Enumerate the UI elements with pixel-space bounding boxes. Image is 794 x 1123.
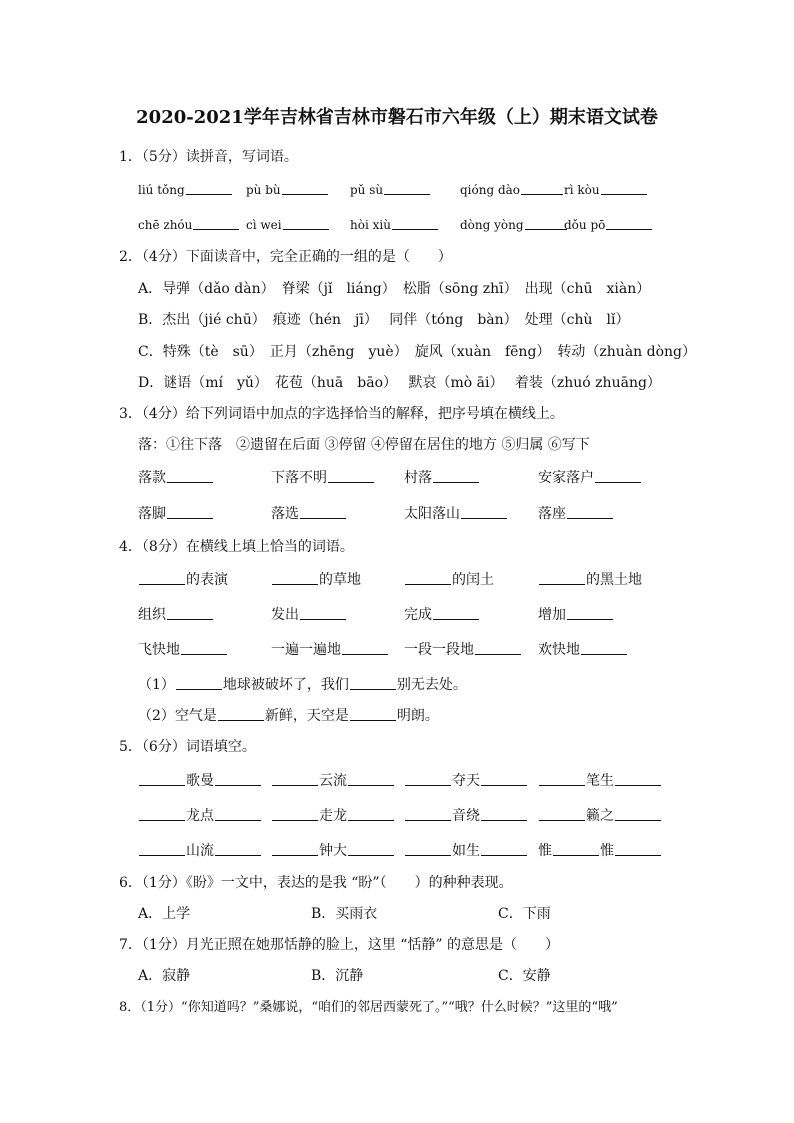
answer-blank[interactable] [481, 771, 527, 786]
answer-blank[interactable] [615, 806, 661, 821]
word: 云流 [319, 773, 347, 789]
q6-option-b[interactable]: B．买雨衣 [311, 906, 378, 922]
q7-option-c[interactable]: C．安静 [498, 968, 551, 984]
q4-stem: 4．（8分）在横线上填上恰当的词语。 [119, 539, 354, 555]
word: 落座 [538, 506, 566, 522]
sentence-part: 新鲜，天空是 [264, 708, 349, 724]
q5-stem: 5．（6分）词语填空。 [119, 739, 256, 755]
answer-blank[interactable] [567, 605, 613, 620]
q6-option-a[interactable]: A．上学 [138, 906, 191, 922]
pinyin: chē zhóu [138, 218, 193, 232]
answer-blank[interactable] [300, 504, 346, 519]
answer-blank[interactable] [167, 605, 213, 620]
q2-stem: 2．（4分）下面读音中，完全正确的一组的是（ ） [119, 249, 452, 265]
answer-blank[interactable] [405, 771, 451, 786]
word: 的草地 [319, 572, 361, 588]
answer-blank[interactable] [193, 215, 239, 230]
pinyin: pù bù [246, 183, 281, 197]
answer-blank[interactable] [433, 605, 479, 620]
q6-stem: 6．（1分）《盼》一文中，表达的是我 “盼”（ ）的种种表现。 [119, 875, 513, 891]
q6-option-c[interactable]: C．下雨 [498, 906, 551, 922]
word: 飞快地 [138, 642, 180, 658]
answer-blank[interactable] [475, 640, 521, 655]
answer-blank[interactable] [272, 570, 318, 585]
answer-blank[interactable] [215, 771, 261, 786]
pinyin: dǒu pō [564, 218, 606, 232]
q3-stem: 3．（4分）给下列词语中加点的字选择恰当的解释，把序号填在横线上。 [119, 406, 564, 422]
answer-blank[interactable] [481, 841, 527, 856]
word: 龙点 [186, 808, 214, 824]
word: 下落不明 [271, 470, 327, 486]
answer-blank[interactable] [167, 468, 213, 483]
answer-blank[interactable] [615, 841, 661, 856]
q4-sentence-2 [138, 705, 698, 725]
answer-blank[interactable] [167, 504, 213, 519]
word: 一遍一遍地 [271, 642, 341, 658]
answer-blank[interactable] [405, 841, 451, 856]
answer-blank[interactable] [181, 640, 227, 655]
answer-blank[interactable] [553, 841, 599, 856]
word: 安家落户 [538, 470, 594, 486]
answer-blank[interactable] [405, 570, 451, 585]
sentence-part: 明朗。 [396, 708, 439, 724]
word: 笔生 [586, 773, 614, 789]
answer-blank[interactable] [595, 468, 641, 483]
q3-meanings: 落：①往下落 ②遗留在后面 ③停留 ④停留在居住的地方 ⑤归属 ⑥写下 [138, 437, 590, 453]
pinyin: hòi xiù [350, 218, 391, 232]
answer-blank[interactable] [176, 675, 222, 690]
q2-option-d[interactable]: D．谜语（mí yǔ） 花苞（huā bāo） 默哀（mò āi） 着装（zhuó zhuāng） [138, 375, 661, 391]
word: 发出 [271, 607, 299, 623]
answer-blank[interactable] [405, 806, 451, 821]
answer-blank[interactable] [272, 771, 318, 786]
answer-blank[interactable] [525, 215, 567, 230]
q2-option-c[interactable]: C．特殊（tè sū） 正月（zhēng yuè） 旋风（xuàn fēng） 转动（zhuàn dòng） [138, 344, 697, 360]
word: 的黑土地 [586, 572, 642, 588]
answer-blank[interactable] [215, 841, 261, 856]
answer-blank[interactable] [186, 180, 232, 195]
pinyin: cì wei [246, 218, 282, 232]
word: 组织 [138, 607, 166, 623]
word: 走龙 [319, 808, 347, 824]
q8-stem: 8．（1分）“你知道吗？”桑娜说，“咱们的邻居西蒙死了。”“哦？什么时候？”这里的“哦” [119, 1000, 618, 1015]
answer-blank[interactable] [139, 771, 185, 786]
word: 山流 [186, 843, 214, 859]
word: 的闰土 [452, 572, 494, 588]
answer-blank[interactable] [392, 215, 438, 230]
answer-blank[interactable] [348, 841, 394, 856]
answer-blank[interactable] [539, 806, 585, 821]
word: 的表演 [186, 572, 228, 588]
sentence-part: 地球被破坏了，我们 [222, 677, 349, 693]
word: 音绕 [452, 808, 480, 824]
word: 夺天 [452, 773, 480, 789]
word: 惟 [538, 843, 552, 859]
q7-option-a[interactable]: A．寂静 [138, 968, 191, 984]
pinyin: liú tǒng [138, 183, 185, 197]
word: 落脚 [138, 506, 166, 522]
answer-blank[interactable] [521, 180, 563, 195]
sentence-part: 别无去处。 [396, 677, 467, 693]
answer-blank[interactable] [300, 605, 346, 620]
word: 歌曼 [186, 773, 214, 789]
answer-blank[interactable] [433, 468, 479, 483]
q1-stem: 1．（5分）读拼音，写词语。 [119, 149, 298, 165]
answer-blank[interactable] [342, 640, 388, 655]
answer-blank[interactable] [350, 706, 396, 721]
answer-blank[interactable] [328, 468, 374, 483]
word: 一段一段地 [404, 642, 474, 658]
word: 欢快地 [538, 642, 580, 658]
answer-blank[interactable] [567, 504, 613, 519]
answer-blank[interactable] [139, 841, 185, 856]
answer-blank[interactable] [139, 806, 185, 821]
q7-option-b[interactable]: B．沉静 [311, 968, 364, 984]
word: 如生 [452, 843, 480, 859]
q2-option-b[interactable]: B．杰出（jié chū） 痕迹（hén jī） 同伴（tóng bàn） 处理（chù lǐ） [138, 312, 630, 328]
answer-blank[interactable] [601, 180, 647, 195]
answer-blank[interactable] [461, 504, 507, 519]
answer-blank[interactable] [272, 841, 318, 856]
pinyin: rì kòu [564, 183, 600, 197]
q2-option-a[interactable]: A．导弹（dǎo dàn） 脊梁（jǐ liáng） 松脂（sōng zhī） 出现（chū xiàn） [138, 281, 651, 297]
sentence-part: （1） [138, 677, 175, 693]
pinyin: dòng yòng [460, 218, 524, 232]
page-title: 2020-2021学年吉林省吉林市磐石市六年级（上）期末语文试卷 [136, 107, 658, 128]
answer-blank[interactable] [348, 771, 394, 786]
pinyin: qióng dào [460, 183, 521, 197]
word: 钟大 [319, 843, 347, 859]
answer-blank[interactable] [350, 675, 396, 690]
word: 落选 [271, 506, 299, 522]
answer-blank[interactable] [481, 806, 527, 821]
word: 村落 [404, 470, 432, 486]
answer-blank[interactable] [384, 180, 430, 195]
answer-blank[interactable] [139, 570, 185, 585]
answer-blank[interactable] [539, 570, 585, 585]
sentence-part: （2）空气是 [138, 708, 217, 724]
pinyin: pǔ sù [350, 183, 384, 197]
answer-blank[interactable] [539, 771, 585, 786]
answer-blank[interactable] [581, 640, 627, 655]
answer-blank[interactable] [272, 806, 318, 821]
word: 籁之 [586, 808, 614, 824]
answer-blank[interactable] [348, 806, 394, 821]
answer-blank[interactable] [215, 806, 261, 821]
answer-blank[interactable] [606, 215, 652, 230]
word: 完成 [404, 607, 432, 623]
answer-blank[interactable] [218, 706, 264, 721]
answer-blank[interactable] [283, 215, 329, 230]
answer-blank[interactable] [282, 180, 328, 195]
q7-stem: 7．（1分）月光正照在她那恬静的脸上，这里 “恬静” 的意思是（ ） [119, 937, 560, 953]
answer-blank[interactable] [615, 771, 661, 786]
q4-sentence-1 [138, 674, 698, 694]
word: 落款 [138, 470, 166, 486]
word: 增加 [538, 607, 566, 623]
word: 惟 [600, 843, 614, 859]
word: 太阳落山 [404, 506, 460, 522]
